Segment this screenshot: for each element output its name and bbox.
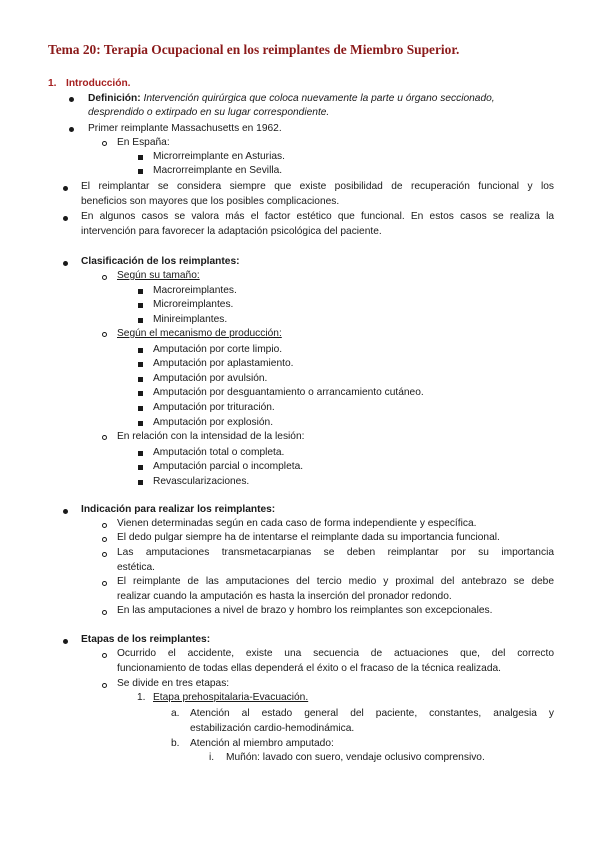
list-letter: b.	[171, 738, 180, 749]
bullet-ring	[102, 523, 107, 528]
bullet-ring	[102, 581, 107, 586]
bullet-ring	[102, 653, 107, 658]
heading-clasificacion: Clasificación de los reimplantes:	[81, 256, 240, 267]
mecanismo-label: Según el mecanismo de producción:	[117, 328, 282, 339]
indicacion-line: estética.	[117, 561, 155, 573]
paragraph-line: beneficios son mayores que los posibles complicaciones.	[81, 195, 340, 207]
intensidad-item: Revascularizaciones.	[153, 476, 250, 487]
intensidad-label: En relación con la intensidad de la lesión:	[117, 431, 305, 442]
bullet-ring	[102, 683, 107, 688]
espana-item: Macrorreimplante en Sevilla.	[153, 165, 283, 176]
bullet-ring	[102, 141, 107, 146]
indicacion-line: Las amputaciones transmetacarpianas se deben reimplantar por su importancia	[117, 547, 554, 558]
etapas-line: funcionamiento de todas ellas dependerá el éxito o el fracaso de la técnica realizada.	[117, 662, 501, 674]
definicion-line-1	[88, 92, 495, 106]
intensidad-item: Amputación parcial o incompleta.	[153, 461, 304, 472]
bullet-ring	[102, 610, 107, 615]
definicion-text-2: desprendido o extirpado en su lugar correspondiente.	[88, 107, 330, 118]
heading-indicacion: Indicación para realizar los reimplantes:	[81, 504, 276, 515]
bullet-square	[138, 318, 143, 323]
bullet-ring	[102, 552, 107, 557]
mecanismo-item: Amputación por avulsión.	[153, 373, 268, 384]
bullet-square	[138, 480, 143, 485]
bullet-square	[138, 169, 143, 174]
bullet-dot	[63, 216, 68, 221]
en-espana: En España:	[117, 137, 170, 148]
mecanismo-item: Amputación por desguantamiento o arrancamiento cutáneo.	[153, 387, 424, 398]
definicion-text-1: Intervención quirúrgica que coloca nuevamente la parte u órgano seccionado,	[143, 93, 495, 104]
bullet-ring	[102, 435, 107, 440]
bullet-square	[138, 303, 143, 308]
bullet-square	[138, 348, 143, 353]
indicacion-item: El dedo pulgar siempre ha de intentarse el reimplante dada su importancia funcional.	[117, 532, 500, 543]
list-number: 1.	[137, 692, 146, 703]
etapa-line: estabilización cardio-hemodinámica.	[190, 722, 355, 734]
espana-item: Microrreimplante en Asturias.	[153, 151, 285, 162]
mecanismo-item: Amputación por aplastamiento.	[153, 358, 294, 369]
bullet-square	[138, 155, 143, 160]
paragraph-estetico	[81, 210, 554, 239]
bullet-dot	[63, 509, 68, 514]
section-heading-introduccion: Introducción.	[66, 78, 131, 89]
paragraph-reimplantar	[81, 180, 554, 209]
bullet-dot	[69, 97, 74, 102]
definicion-label: Definición:	[88, 93, 141, 104]
tamano-item: Macroreimplantes.	[153, 285, 237, 296]
bullet-square	[138, 465, 143, 470]
tamano-item: Minireimplantes.	[153, 314, 228, 325]
etapa-item-a	[190, 707, 554, 736]
list-letter: a.	[171, 708, 180, 719]
bullet-ring	[102, 537, 107, 542]
bullet-dot	[63, 261, 68, 266]
bullet-square	[138, 421, 143, 426]
bullet-dot	[63, 186, 68, 191]
indicacion-item: En las amputaciones a nivel de brazo y hombro los reimplantes son excepcionales.	[117, 605, 493, 616]
indicacion-item: Vienen determinadas según en cada caso de forma independiente y específica.	[117, 518, 477, 529]
etapa-prehospitalaria: Etapa prehospitalaria-Evacuación.	[153, 692, 309, 703]
mecanismo-item: Amputación por explosión.	[153, 417, 274, 428]
bullet-dot	[69, 127, 74, 132]
mecanismo-item: Amputación por trituración.	[153, 402, 275, 413]
bullet-ring	[102, 275, 107, 280]
etapas-item: Se divide en tres etapas:	[117, 678, 230, 689]
bullet-ring	[102, 332, 107, 337]
indicacion-item	[117, 575, 554, 604]
bullet-square	[138, 406, 143, 411]
bullet-square	[138, 362, 143, 367]
primer-reimplante: Primer reimplante Massachusetts en 1962.	[88, 123, 282, 134]
paragraph-line: El reimplantar se considera siempre que existe posibilidad de recuperación funcional y los	[81, 181, 554, 192]
indicacion-item	[117, 546, 554, 575]
etapas-item	[117, 647, 554, 676]
etapa-item-i: Muñón: lavado con suero, vendaje oclusivo comprensivo.	[226, 752, 485, 763]
etapa-line: Atención al estado general del paciente, constantes, analgesia y	[190, 708, 554, 719]
bullet-square	[138, 391, 143, 396]
paragraph-line: intervención para favorecer la adaptación psicológica del paciente.	[81, 225, 382, 237]
heading-etapas: Etapas de los reimplantes:	[81, 634, 211, 645]
bullet-dot	[63, 639, 68, 644]
mecanismo-item: Amputación por corte limpio.	[153, 344, 283, 355]
document-title: Tema 20: Terapia Ocupacional en los reimplantes de Miembro Superior.	[48, 42, 460, 57]
paragraph-line: En algunos casos se valora más el factor estético que funcional. En estos casos se realiza la	[81, 211, 554, 222]
section-number: 1.	[48, 78, 57, 89]
bullet-square	[138, 289, 143, 294]
tamano-label: Según su tamaño:	[117, 270, 200, 281]
bullet-square	[138, 377, 143, 382]
bullet-square	[138, 451, 143, 456]
indicacion-line: El reimplante de las amputaciones del tercio medio y proximal del antebrazo se debe	[117, 576, 554, 587]
etapa-item-b: Atención al miembro amputado:	[190, 738, 334, 749]
intensidad-item: Amputación total o completa.	[153, 447, 285, 458]
tamano-item: Microreimplantes.	[153, 299, 234, 310]
list-roman: i.	[209, 752, 215, 763]
indicacion-line: realizar cuando la amputación es hasta la inserción del pronador redondo.	[117, 590, 452, 602]
etapas-line: Ocurrido el accidente, existe una secuencia de actuaciones que, del correcto	[117, 648, 554, 659]
